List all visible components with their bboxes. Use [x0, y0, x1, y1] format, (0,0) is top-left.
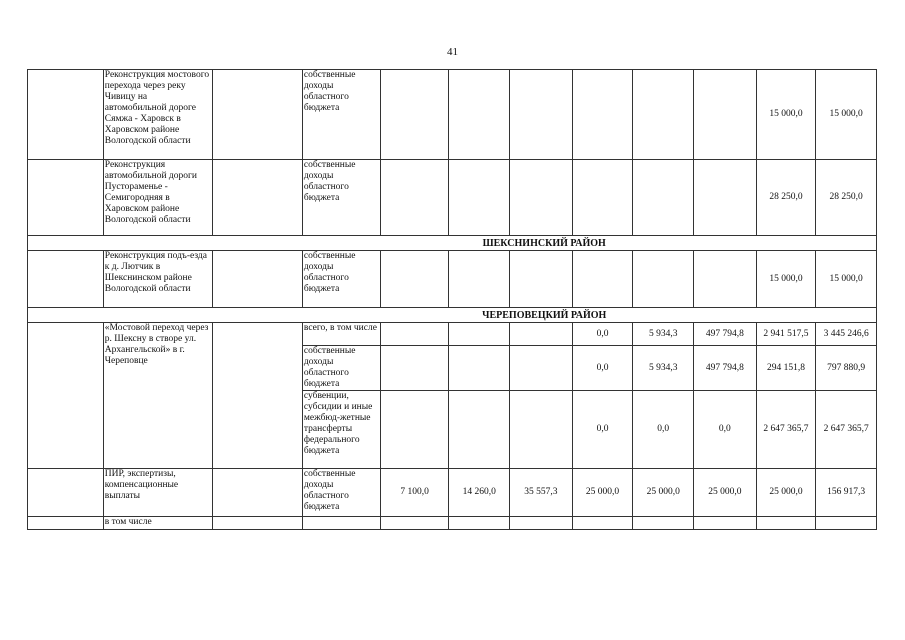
- table-cell: [28, 323, 104, 469]
- total-cell: 3 445 246,6: [816, 323, 877, 346]
- value-cell: [633, 517, 694, 530]
- value-cell: 25 000,0: [633, 469, 694, 517]
- value-cell: [510, 160, 573, 236]
- table-cell: [28, 469, 104, 517]
- value-cell: [380, 70, 449, 160]
- district-header-row: [28, 308, 877, 323]
- funding-source-cell: собственные доходы областного бюджета: [302, 251, 380, 308]
- object-name-cell: Реконструкция автомобильной дороги Пустораменье - Семигородняя в Харовском районе Вологодской области: [103, 160, 212, 236]
- value-cell: [449, 323, 510, 346]
- value-cell: [510, 323, 573, 346]
- value-cell: [694, 70, 757, 160]
- total-cell: 15 000,0: [816, 70, 877, 160]
- value-cell: [380, 346, 449, 391]
- value-cell: [572, 251, 633, 308]
- value-cell: 25 000,0: [756, 469, 816, 517]
- value-cell: [510, 346, 573, 391]
- value-cell: [633, 160, 694, 236]
- total-cell: 2 647 365,7: [816, 391, 877, 469]
- value-cell: 2 647 365,7: [756, 391, 816, 469]
- value-cell: [380, 391, 449, 469]
- district-spacer: [28, 236, 213, 251]
- total-cell: 156 917,3: [816, 469, 877, 517]
- value-cell: 15 000,0: [756, 70, 816, 160]
- value-cell: 0,0: [694, 391, 757, 469]
- value-cell: 0,0: [633, 391, 694, 469]
- value-cell: [694, 251, 757, 308]
- value-cell: [449, 251, 510, 308]
- page-number: 41: [447, 46, 458, 58]
- budget-table: [27, 69, 877, 530]
- empty-cell: [212, 160, 302, 236]
- object-name-cell: ПИР, экспертизы, компенсационные выплаты: [103, 469, 212, 517]
- empty-cell: [212, 323, 302, 469]
- value-cell: [510, 70, 573, 160]
- total-cell: 797 880,9: [816, 346, 877, 391]
- table-row: [28, 251, 877, 308]
- district-title: ШЕКСНИНСКИЙ РАЙОН: [212, 236, 876, 251]
- value-cell: 25 000,0: [694, 469, 757, 517]
- value-cell: [510, 517, 573, 530]
- value-cell: 5 934,3: [633, 346, 694, 391]
- object-name-cell: «Мостовой переход через р. Шексну в створе ул. Архангельской» в г. Череповце: [103, 323, 212, 469]
- district-header-row: [28, 236, 877, 251]
- table-row: [28, 517, 877, 530]
- total-cell: 28 250,0: [816, 160, 877, 236]
- district-title: ЧЕРЕПОВЕЦКИЙ РАЙОН: [212, 308, 876, 323]
- value-cell: 5 934,3: [633, 323, 694, 346]
- funding-source-cell: всего, в том числе: [302, 323, 380, 346]
- value-cell: 7 100,0: [380, 469, 449, 517]
- value-cell: [694, 160, 757, 236]
- value-cell: [380, 323, 449, 346]
- total-cell: [816, 517, 877, 530]
- total-cell: 15 000,0: [816, 251, 877, 308]
- value-cell: [756, 517, 816, 530]
- value-cell: 497 794,8: [694, 346, 757, 391]
- value-cell: [633, 251, 694, 308]
- object-name-cell: Реконструкция мостового перехода через реку Чивицу на автомобильной дороге Сямжа - Харовск в Харовском районе Вологодской области: [103, 70, 212, 160]
- value-cell: 0,0: [572, 391, 633, 469]
- value-cell: 0,0: [572, 323, 633, 346]
- value-cell: [449, 346, 510, 391]
- value-cell: [572, 160, 633, 236]
- funding-source-cell: [302, 517, 380, 530]
- object-name-cell: в том числе: [103, 517, 212, 530]
- value-cell: [449, 391, 510, 469]
- funding-source-cell: субвенции, субсидии и иные межбюд-жетные трансферты федерального бюджета: [302, 391, 380, 469]
- table-row: [28, 323, 877, 346]
- value-cell: 497 794,8: [694, 323, 757, 346]
- value-cell: [694, 517, 757, 530]
- funding-source-cell: собственные доходы областного бюджета: [302, 346, 380, 391]
- empty-cell: [212, 517, 302, 530]
- table-cell: [28, 251, 104, 308]
- value-cell: [449, 70, 510, 160]
- value-cell: 294 151,8: [756, 346, 816, 391]
- table-cell: [28, 70, 104, 160]
- value-cell: 15 000,0: [756, 251, 816, 308]
- value-cell: [572, 517, 633, 530]
- empty-cell: [212, 251, 302, 308]
- value-cell: 28 250,0: [756, 160, 816, 236]
- funding-source-cell: собственные доходы областного бюджета: [302, 160, 380, 236]
- funding-source-cell: собственные доходы областного бюджета: [302, 469, 380, 517]
- table-row: [28, 160, 877, 236]
- value-cell: [510, 391, 573, 469]
- funding-source-cell: собственные доходы областного бюджета: [302, 70, 380, 160]
- value-cell: [449, 160, 510, 236]
- value-cell: [380, 517, 449, 530]
- value-cell: [510, 251, 573, 308]
- value-cell: 0,0: [572, 346, 633, 391]
- empty-cell: [212, 469, 302, 517]
- object-name-cell: Реконструкция подъ-езда к д. Лютчик в Шекснинском районе Вологодской области: [103, 251, 212, 308]
- value-cell: [380, 251, 449, 308]
- value-cell: [572, 70, 633, 160]
- value-cell: 35 557,3: [510, 469, 573, 517]
- value-cell: [633, 70, 694, 160]
- value-cell: [380, 160, 449, 236]
- value-cell: 2 941 517,5: [756, 323, 816, 346]
- value-cell: 14 260,0: [449, 469, 510, 517]
- district-spacer: [28, 308, 213, 323]
- table-row: [28, 469, 877, 517]
- empty-cell: [212, 70, 302, 160]
- value-cell: [449, 517, 510, 530]
- value-cell: 25 000,0: [572, 469, 633, 517]
- table-row: [28, 70, 877, 160]
- table-cell: [28, 517, 104, 530]
- table-cell: [28, 160, 104, 236]
